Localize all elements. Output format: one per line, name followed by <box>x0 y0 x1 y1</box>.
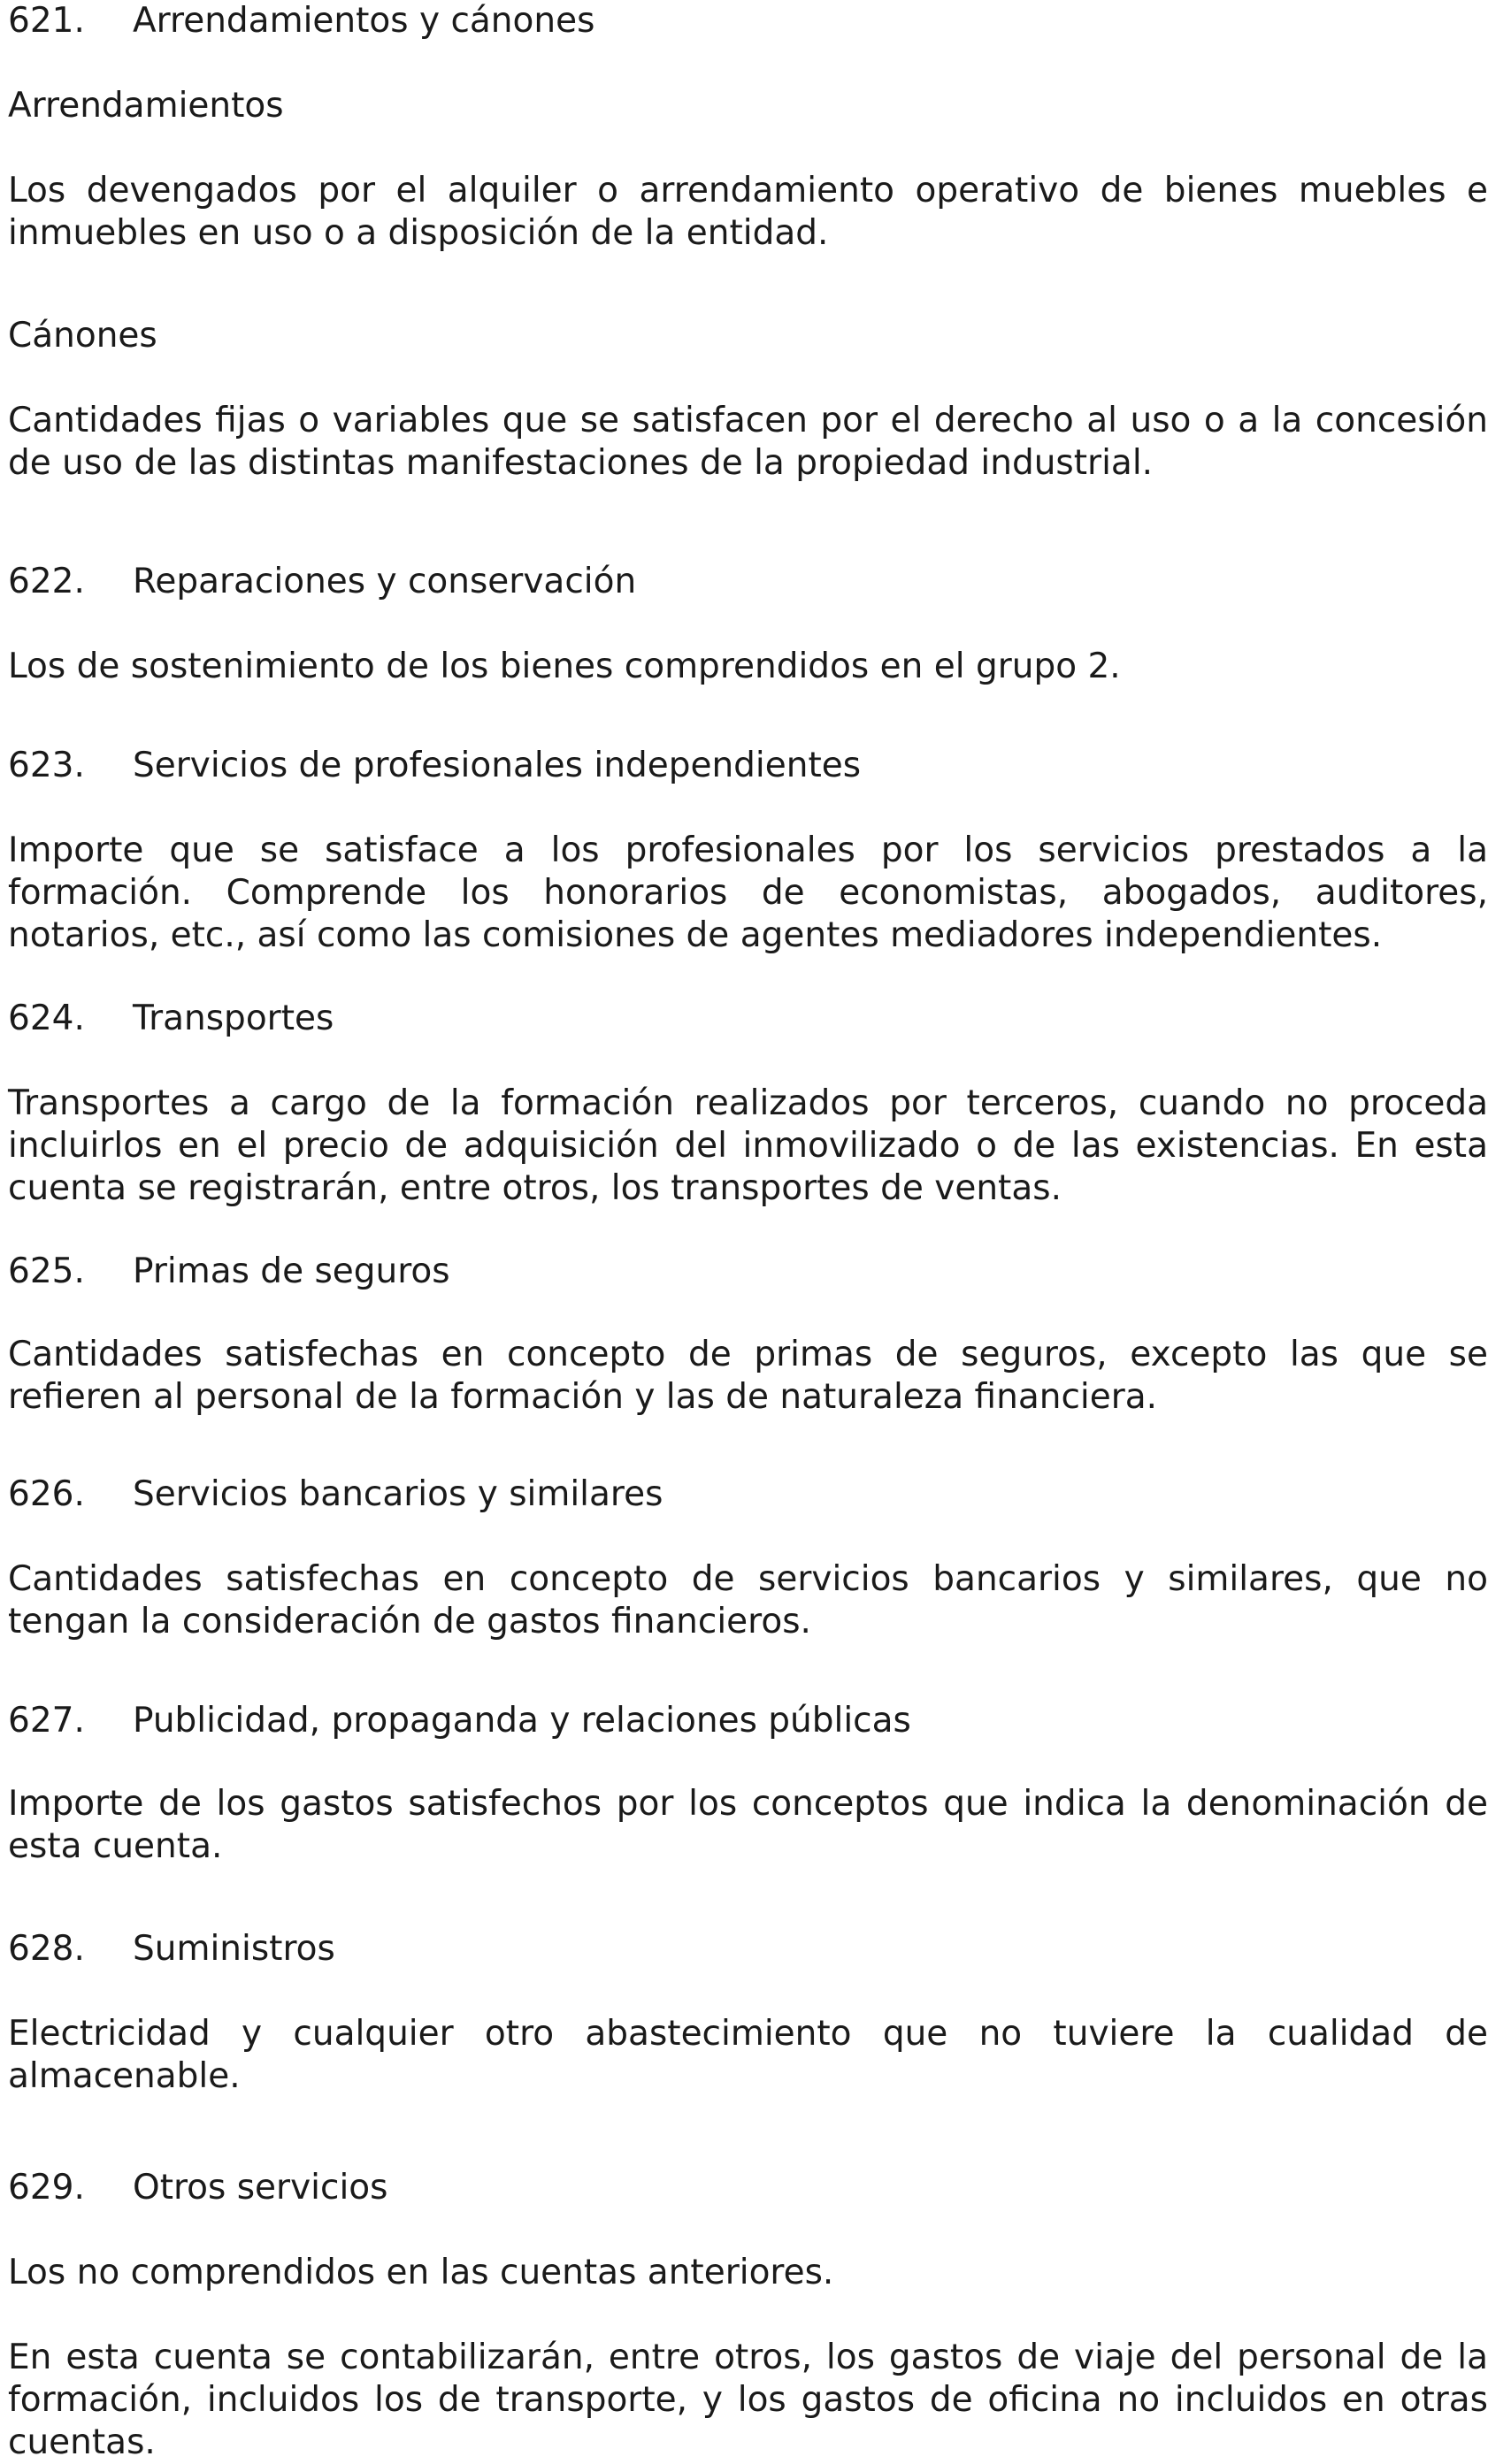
section-number: 626. <box>8 1474 85 1514</box>
section-title: Servicios de profesionales independientes <box>133 746 862 785</box>
paragraph-622: Los de sostenimiento de los bienes comprendidos en el grupo 2. <box>8 647 1121 686</box>
section-number: 621. <box>8 1 85 41</box>
section-627-heading <box>8 1700 1488 1742</box>
section-624-heading <box>8 998 1488 1040</box>
section-number: 628. <box>8 1929 85 1969</box>
paragraph-canones: Cantidades fijas o variables que se satisfacen por el derecho al uso o a la concesión de uso de las distintas manifestaciones de la propiedad industrial. <box>8 401 1488 483</box>
section-625-heading <box>8 1251 1488 1293</box>
section-title: Otros servicios <box>133 2168 388 2208</box>
paragraph-629-2: En esta cuenta se contabilizarán, entre otros, los gastos de viaje del personal de la formación, incluidos los de transporte, y los gastos de oficina no incluidos en otras cuentas. <box>8 2338 1488 2462</box>
section-628-heading <box>8 1928 1488 1970</box>
section-number: 623. <box>8 746 85 785</box>
section-622-heading <box>8 561 1488 603</box>
section-number: 627. <box>8 1701 85 1741</box>
subsection-heading-arrendamientos: Arrendamientos <box>8 86 284 126</box>
section-title: Suministros <box>133 1929 335 1969</box>
section-629-heading <box>8 2167 1488 2209</box>
paragraph-628: Electricidad y cualquier otro abastecimiento que no tuviere la cualidad de almacenable. <box>8 2014 1488 2096</box>
section-623-heading <box>8 745 1488 787</box>
section-title: Servicios bancarios y similares <box>133 1474 663 1514</box>
section-621-heading <box>8 0 1488 42</box>
section-626-heading <box>8 1473 1488 1516</box>
section-number: 622. <box>8 562 85 601</box>
section-title: Arrendamientos y cánones <box>133 1 595 41</box>
paragraph-629-1: Los no comprendidos en las cuentas anteriores. <box>8 2253 834 2292</box>
section-title: Transportes <box>133 999 334 1038</box>
paragraph-arrendamientos: Los devengados por el alquiler o arrendamiento operativo de bienes muebles e inmuebles en uso o a disposición de la entidad. <box>8 171 1488 253</box>
section-number: 624. <box>8 999 85 1038</box>
section-title: Publicidad, propaganda y relaciones públicas <box>133 1701 911 1741</box>
section-title: Reparaciones y conservación <box>133 562 637 601</box>
section-number: 629. <box>8 2168 85 2208</box>
section-title: Primas de seguros <box>133 1251 450 1291</box>
paragraph-627: Importe de los gastos satisfechos por los conceptos que indica la denominación de esta cuenta. <box>8 1784 1488 1866</box>
paragraph-626: Cantidades satisfechas en concepto de servicios bancarios y similares, que no tengan la consideración de gastos financieros. <box>8 1559 1488 1641</box>
paragraph-624: Transportes a cargo de la formación realizados por terceros, cuando no proceda incluirlos en el precio de adquisición del inmovilizado o de las existencias. En esta cuenta se registrarán, entre otros, los transportes de ventas. <box>8 1083 1488 1208</box>
subsection-heading-canones: Cánones <box>8 316 157 356</box>
section-number: 625. <box>8 1251 85 1291</box>
document-page <box>8 0 1488 2462</box>
paragraph-623: Importe que se satisface a los profesionales por los servicios prestados a la formación. Comprende los honorarios de economistas, abogados, auditores, notarios, etc., así como las comisiones de agentes mediadores independientes. <box>8 830 1488 955</box>
paragraph-625: Cantidades satisfechas en concepto de primas de seguros, excepto las que se refieren al personal de la formación y las de naturaleza financiera. <box>8 1335 1488 1417</box>
